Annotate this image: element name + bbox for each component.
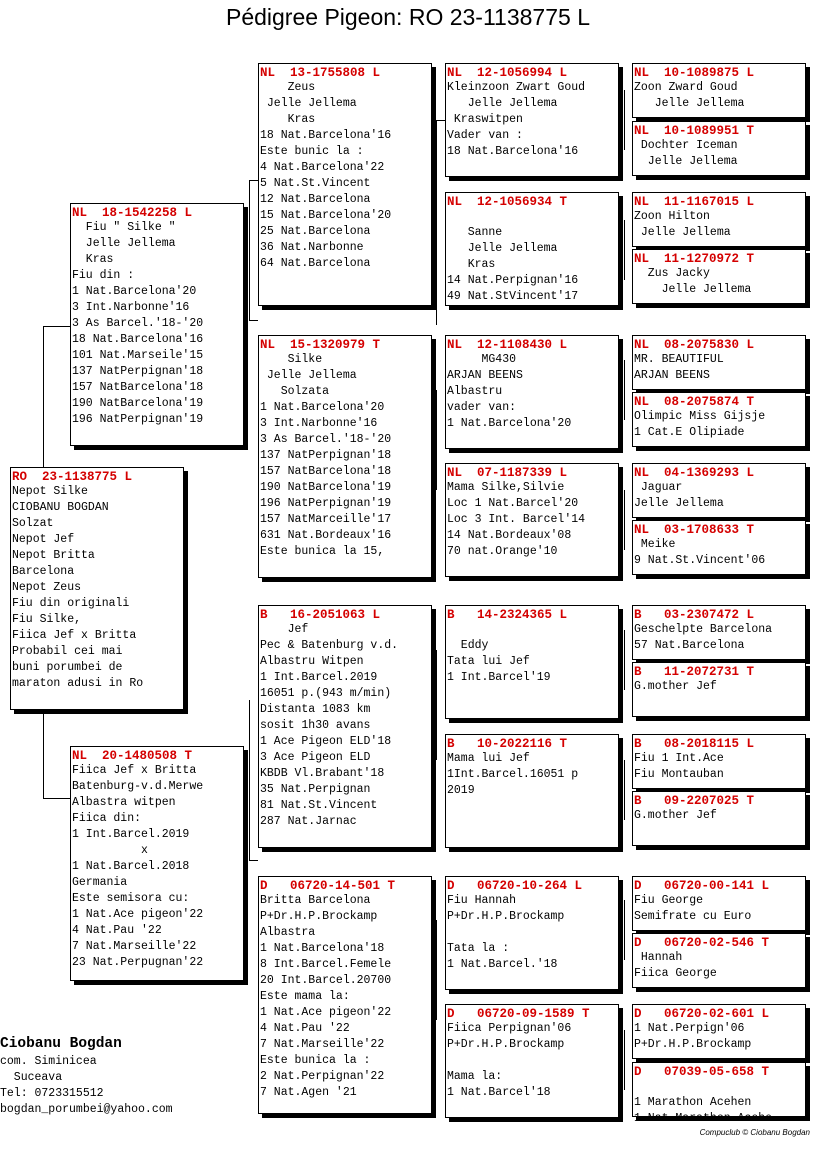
pedigree-line: Zus Jacky	[634, 267, 710, 280]
connector-line	[43, 326, 70, 327]
pedigree-line: 49 Nat.StVincent'17	[447, 290, 579, 303]
ring-number: NL 04-1369293 L	[634, 466, 755, 480]
pedigree-line: Albastra	[260, 926, 316, 939]
pedigree-line: 190 NatBarcelona'19	[72, 397, 204, 410]
ring-number: D 06720-14-501 T	[260, 879, 396, 893]
pedigree-line: Distanta 1083 km	[260, 703, 371, 716]
pedigree-line: KBDB Vl.Brabant'18	[260, 767, 385, 780]
pedigree-line: Jelle Jellema	[634, 283, 752, 296]
ring-number: RO 23-1138775 L	[12, 470, 133, 484]
dam-dam-card	[258, 876, 432, 1114]
connector-line	[436, 920, 437, 1020]
pedigree-line: 190 NatBarcelona'19	[260, 481, 392, 494]
pedigree-line: Mama lui Jef	[447, 752, 530, 765]
pedigree-line: Tata la :	[447, 942, 510, 955]
ring-number: D 07039-05-658 T	[634, 1065, 770, 1079]
pedigree-line: 23 Nat.Perpugnan'22	[72, 956, 204, 969]
connector-line	[43, 712, 44, 798]
connector-line	[43, 798, 70, 799]
pedigree-line: Eddy	[447, 639, 489, 652]
pedigree-line: 137 NatPerpignan'18	[260, 449, 392, 462]
pedigree-line: 57 Nat.Barcelona	[634, 639, 745, 652]
connector-line	[624, 360, 625, 420]
pedigree-line: 4 Nat.Pau '22	[260, 1022, 350, 1035]
great-grandparent-card	[632, 520, 806, 575]
pedigree-line: 64 Nat.Barcelona	[260, 257, 371, 270]
pedigree-line: CIOBANU BOGDAN	[12, 501, 109, 514]
pedigree-line: 3 Int.Narbonne'16	[260, 417, 378, 430]
sire-sire-card	[258, 63, 432, 306]
owner-info	[0, 1034, 173, 1118]
pedigree-line: 9 Nat.St.Vincent'06	[634, 554, 766, 567]
pedigree-line: 20 Int.Barcel.20700	[260, 974, 392, 987]
pedigree-line: Jelle Jellema	[634, 497, 724, 510]
connector-line	[624, 760, 625, 820]
ring-number: NL 10-1089951 T	[634, 124, 755, 138]
pedigree-line: 1 Nat.Barcel.'18	[447, 958, 558, 971]
pedigree-line: Kras	[72, 253, 114, 266]
ring-number: B 11-2072731 T	[634, 665, 755, 679]
owner-phone: Tel: 0723315512	[0, 1087, 104, 1100]
connector-line	[624, 220, 625, 280]
pedigree-line: 1 Nat.Barcel.2018	[72, 860, 190, 873]
dam-sire-card	[258, 605, 432, 848]
sire-dam-card	[258, 335, 432, 578]
pedigree-line	[446, 622, 618, 638]
pedigree-line: 25 Nat.Barcelona	[260, 225, 371, 238]
pedigree-line: 3 As Barcel.'18-'20	[72, 317, 204, 330]
pedigree-line: Olimpic Miss Gijsje	[634, 410, 766, 423]
pedigree-line: 5 Nat.St.Vincent	[260, 177, 371, 190]
connector-line	[43, 326, 44, 468]
pedigree-line: 2019	[447, 784, 475, 797]
pedigree-line: Dochter Iceman	[634, 139, 738, 152]
pedigree-line: Jelle Jellema	[634, 155, 738, 168]
pedigree-line: vader van:	[447, 401, 517, 414]
pedigree-line: 101 Nat.Marseile'15	[72, 349, 204, 362]
dam-dam-sire-card	[445, 876, 619, 990]
pedigree-line: Jef	[260, 623, 309, 636]
sire-sire-dam-card	[445, 192, 619, 306]
pedigree-line: sosit 1h30 avans	[260, 719, 371, 732]
great-grandparent-card	[632, 1004, 806, 1059]
pedigree-line: Jelle Jellema	[447, 97, 558, 110]
pedigree-line: 1 Marathon Acehen	[634, 1096, 752, 1109]
pedigree-line: 1 Nat.Marathon Acehe	[634, 1112, 773, 1125]
pedigree-line: Zoon Hilton	[634, 210, 710, 223]
pedigree-line: Este mama la:	[260, 990, 350, 1003]
pedigree-line: 1 Cat.E Olipiade	[634, 426, 745, 439]
pedigree-line: Albastra witpen	[72, 796, 176, 809]
ring-number: D 06720-02-601 L	[634, 1007, 770, 1021]
pedigree-line: 81 Nat.St.Vincent	[260, 799, 378, 812]
pedigree-line: Batenburg-v.d.Merwe	[72, 780, 204, 793]
pedigree-line: buni porumbei de	[12, 661, 123, 674]
great-grandparent-card	[632, 463, 806, 518]
connector-line	[624, 90, 625, 150]
great-grandparent-card	[632, 249, 806, 304]
connector-line	[249, 700, 250, 860]
pedigree-line: Fiu Silke,	[12, 613, 82, 626]
pedigree-line: Loc 3 Int. Barcel'14	[447, 513, 586, 526]
ring-number: NL 12-1108430 L	[447, 338, 568, 352]
pedigree-line: 1 Int.Barcel.2019	[72, 828, 190, 841]
pedigree-line: Albastru Witpen	[260, 655, 364, 668]
pedigree-line: 157 NatBarcelona'18	[260, 465, 392, 478]
sire-dam-dam-card	[445, 463, 619, 577]
great-grandparent-card	[632, 734, 806, 789]
pedigree-line: 7 Nat.Marseille'22	[260, 1038, 385, 1051]
pedigree-line	[446, 925, 618, 941]
pedigree-line: Mama Silke,Silvie	[447, 481, 565, 494]
pedigree-line: x	[72, 844, 148, 857]
connector-line	[624, 900, 625, 960]
pedigree-line: Jelle Jellema	[634, 97, 745, 110]
pedigree-line: Fiu din originali	[12, 597, 130, 610]
pedigree-line: Albastru	[447, 385, 503, 398]
connector-line	[436, 650, 437, 760]
pedigree-line: Nepot Britta	[12, 549, 95, 562]
ring-number: NL 15-1320979 T	[260, 338, 381, 352]
pedigree-line: 1 Nat.Barcelona'20	[447, 417, 572, 430]
pedigree-line: 3 As Barcel.'18-'20	[260, 433, 392, 446]
pedigree-line: ARJAN BEENS	[447, 369, 523, 382]
pedigree-line: 18 Nat.Barcelona'16	[447, 145, 579, 158]
pedigree-line: 157 NatMarceille'17	[260, 513, 392, 526]
pedigree-line: Nepot Jef	[12, 533, 75, 546]
pedigree-line: Jelle Jellema	[447, 242, 558, 255]
pedigree-line: 8 Int.Barcel.Femele	[260, 958, 392, 971]
owner-address-line: Suceava	[0, 1071, 63, 1084]
pedigree-line: Fiu din :	[72, 269, 135, 282]
pedigree-line: Fiu George	[634, 894, 704, 907]
pedigree-line: Mama la:	[447, 1070, 503, 1083]
pedigree-line: 137 NatPerpignan'18	[72, 365, 204, 378]
pedigree-line: 7 Nat.Marseille'22	[72, 940, 197, 953]
pedigree-line: Jelle Jellema	[72, 237, 176, 250]
pedigree-line: Este bunica la 15,	[260, 545, 385, 558]
pedigree-line: 1 Nat.Ace pigeon'22	[260, 1006, 392, 1019]
connector-line	[624, 630, 625, 690]
pedigree-line: 3 Ace Pigeon ELD	[260, 751, 371, 764]
subject-pigeon-card	[10, 467, 184, 710]
dam-card	[70, 746, 244, 981]
pedigree-line: 4 Nat.Pau '22	[72, 924, 162, 937]
pedigree-line: 1 Int.Barcel.2019	[260, 671, 378, 684]
great-grandparent-card	[632, 791, 806, 846]
pedigree-line: G.mother Jef	[634, 809, 717, 822]
pedigree-line: ARJAN BEENS	[634, 369, 710, 382]
pedigree-line: MR. BEAUTIFUL	[634, 353, 724, 366]
ring-number: NL 13-1755808 L	[260, 66, 381, 80]
pedigree-line: 1 Int.Barcel'19	[447, 671, 551, 684]
pedigree-line: Loc 1 Nat.Barcel'20	[447, 497, 579, 510]
pedigree-line: G.mother Jef	[634, 680, 717, 693]
pedigree-line: 2 Nat.Perpignan'22	[260, 1070, 385, 1083]
pedigree-line: Meike	[634, 538, 676, 551]
sire-dam-sire-card	[445, 335, 619, 449]
ring-number: NL 11-1270972 T	[634, 252, 755, 266]
pedigree-line: 196 NatPerpignan'19	[72, 413, 204, 426]
pedigree-line: Jelle Jellema	[260, 97, 357, 110]
owner-email: bogdan_porumbei@yahoo.com	[0, 1103, 173, 1116]
pedigree-line: Zoon Zward Goud	[634, 81, 738, 94]
great-grandparent-card	[632, 662, 806, 717]
pedigree-line: 1 Nat.Barcelona'18	[260, 942, 385, 955]
pedigree-line: 16051 p.(943 m/min)	[260, 687, 392, 700]
connector-line	[249, 320, 258, 321]
pedigree-line: Kraswitpen	[447, 113, 523, 126]
pedigree-line	[633, 1079, 805, 1095]
connector-line	[249, 180, 258, 181]
pedigree-line: Geschelpte Barcelona	[634, 623, 773, 636]
pedigree-line: Pec & Batenburg v.d.	[260, 639, 399, 652]
ring-number: D 06720-09-1589 T	[447, 1007, 590, 1021]
pedigree-line: Fiu " Silke "	[72, 221, 176, 234]
ring-number: NL 08-2075830 L	[634, 338, 755, 352]
great-grandparent-card	[632, 876, 806, 931]
great-grandparent-card	[632, 605, 806, 660]
pedigree-line: Kleinzoon Zwart Goud	[447, 81, 586, 94]
pedigree-line: Germania	[72, 876, 128, 889]
pedigree-line: Fiica George	[634, 967, 717, 980]
great-grandparent-card	[632, 63, 806, 118]
connector-line	[624, 1030, 625, 1090]
connector-line	[624, 490, 625, 550]
page-title: Pédigree Pigeon: RO 23-1138775 L	[225, 4, 590, 30]
pedigree-line: Barcelona	[12, 565, 75, 578]
pedigree-line: 1 Ace Pigeon ELD'18	[260, 735, 392, 748]
ring-number: B 10-2022116 T	[447, 737, 568, 751]
pedigree-line: 631 Nat.Bordeaux'16	[260, 529, 392, 542]
sire-sire-sire-card	[445, 63, 619, 177]
ring-number: NL 10-1089875 L	[634, 66, 755, 80]
pedigree-line: 36 Nat.Narbonne	[260, 241, 364, 254]
pedigree-line: Hannah	[634, 951, 683, 964]
ring-number: B 14-2324365 L	[447, 608, 568, 622]
ring-number: NL 20-1480508 T	[72, 749, 193, 763]
ring-number: NL 12-1056934 T	[447, 195, 568, 209]
pedigree-line: Silke	[260, 353, 323, 366]
ring-number: B 03-2307472 L	[634, 608, 755, 622]
pedigree-line: 18 Nat.Barcelona'16	[72, 333, 204, 346]
pedigree-line: 3 Int.Narbonne'16	[72, 301, 190, 314]
pedigree-line: 14 Nat.Perpignan'16	[447, 274, 579, 287]
great-grandparent-card	[632, 392, 806, 447]
great-grandparent-card	[632, 1062, 806, 1125]
great-grandparent-card	[632, 192, 806, 247]
dam-dam-dam-card	[445, 1004, 619, 1118]
owner-address-line: com. Siminicea	[0, 1055, 97, 1068]
pedigree-line: P+Dr.H.P.Brockamp	[634, 1038, 752, 1051]
pedigree-line: Kras	[260, 113, 316, 126]
ring-number: NL 03-1708633 T	[634, 523, 755, 537]
ring-number: B 08-2018115 L	[634, 737, 755, 751]
dam-sire-dam-card	[445, 734, 619, 848]
pedigree-line: Este bunic la :	[260, 145, 364, 158]
pedigree-line: 196 NatPerpignan'19	[260, 497, 392, 510]
pedigree-line: Kras	[447, 258, 496, 271]
pedigree-line: Este bunica la :	[260, 1054, 371, 1067]
dam-sire-sire-card	[445, 605, 619, 719]
pedigree-line: maraton adusi in Ro	[12, 677, 144, 690]
pedigree-line: 18 Nat.Barcelona'16	[260, 129, 392, 142]
pedigree-line: Jelle Jellema	[260, 369, 357, 382]
pedigree-line: 1 Nat.Barcelona'20	[72, 285, 197, 298]
pedigree-line: 15 Nat.Barcelona'20	[260, 209, 392, 222]
pedigree-line: Britta Barcelona	[260, 894, 371, 907]
footer-credit: Compuclub © Ciobanu Bogdan	[699, 1128, 810, 1137]
pedigree-line: 35 Nat.Perpignan	[260, 783, 371, 796]
pedigree-line: 70 nat.Orange'10	[447, 545, 558, 558]
pedigree-line: Vader van :	[447, 129, 523, 142]
owner-name: Ciobanu Bogdan	[0, 1036, 122, 1052]
sire-card	[70, 203, 244, 446]
connector-line	[436, 390, 437, 490]
pedigree-line: MG430	[447, 353, 517, 366]
pedigree-line: 157 NatBarcelona'18	[72, 381, 204, 394]
pedigree-line: P+Dr.H.P.Brockamp	[447, 910, 565, 923]
ring-number: NL 08-2075874 T	[634, 395, 755, 409]
ring-number: NL 07-1187339 L	[447, 466, 568, 480]
great-grandparent-card	[632, 121, 806, 176]
pedigree-line: 4 Nat.Barcelona'22	[260, 161, 385, 174]
pedigree-line: P+Dr.H.P.Brockamp	[447, 1038, 565, 1051]
ring-number: D 06720-10-264 L	[447, 879, 583, 893]
ring-number: D 06720-00-141 L	[634, 879, 770, 893]
pedigree-line: Fiu Montauban	[634, 768, 724, 781]
pedigree-line: Fiu 1 Int.Ace	[634, 752, 724, 765]
pedigree-line: 287 Nat.Jarnac	[260, 815, 357, 828]
connector-line	[249, 860, 258, 861]
pedigree-line	[446, 209, 618, 225]
pedigree-line: 1 Nat.Perpign'06	[634, 1022, 745, 1035]
ring-number: NL 11-1167015 L	[634, 195, 755, 209]
connector-line	[436, 120, 445, 121]
pedigree-line: Fiica Perpignan'06	[447, 1022, 572, 1035]
pedigree-line: P+Dr.H.P.Brockamp	[260, 910, 378, 923]
pedigree-line: 1Int.Barcel.16051 p	[447, 768, 579, 781]
pedigree-line: Tata lui Jef	[447, 655, 530, 668]
pedigree-line: Jelle Jellema	[634, 226, 731, 239]
great-grandparent-card	[632, 933, 806, 988]
pedigree-line: Zeus	[260, 81, 316, 94]
pedigree-line: 1 Nat.Ace pigeon'22	[72, 908, 204, 921]
pedigree-line: 12 Nat.Barcelona	[260, 193, 371, 206]
connector-line	[436, 120, 437, 325]
connector-line	[249, 180, 250, 320]
pedigree-line: 14 Nat.Bordeaux'08	[447, 529, 572, 542]
pedigree-line: Jaguar	[634, 481, 683, 494]
pedigree-line	[446, 1053, 618, 1069]
great-grandparent-card	[632, 335, 806, 390]
pedigree-line: Semifrate cu Euro	[634, 910, 752, 923]
pedigree-line: 7 Nat.Agen '21	[260, 1086, 357, 1099]
pedigree-line: Nepot Zeus	[12, 581, 82, 594]
pedigree-line: Solzata	[260, 385, 330, 398]
pedigree-line: Probabil cei mai	[12, 645, 123, 658]
ring-number: NL 12-1056994 L	[447, 66, 568, 80]
pedigree-line: Sanne	[447, 226, 503, 239]
pedigree-line: Fiica Jef x Britta	[72, 764, 197, 777]
pedigree-line: 1 Nat.Barcel'18	[447, 1086, 551, 1099]
pedigree-line: Fiu Hannah	[447, 894, 517, 907]
pedigree-line: Nepot Silke	[12, 485, 88, 498]
ring-number: B 16-2051063 L	[260, 608, 381, 622]
pedigree-line: Solzat	[12, 517, 54, 530]
pedigree-line: Este semisora cu:	[72, 892, 190, 905]
ring-number: D 06720-02-546 T	[634, 936, 770, 950]
ring-number: B 09-2207025 T	[634, 794, 755, 808]
ring-number: NL 18-1542258 L	[72, 206, 193, 220]
pedigree-line: Fiica din:	[72, 812, 142, 825]
pedigree-line: Fiica Jef x Britta	[12, 629, 137, 642]
pedigree-line: 1 Nat.Barcelona'20	[260, 401, 385, 414]
